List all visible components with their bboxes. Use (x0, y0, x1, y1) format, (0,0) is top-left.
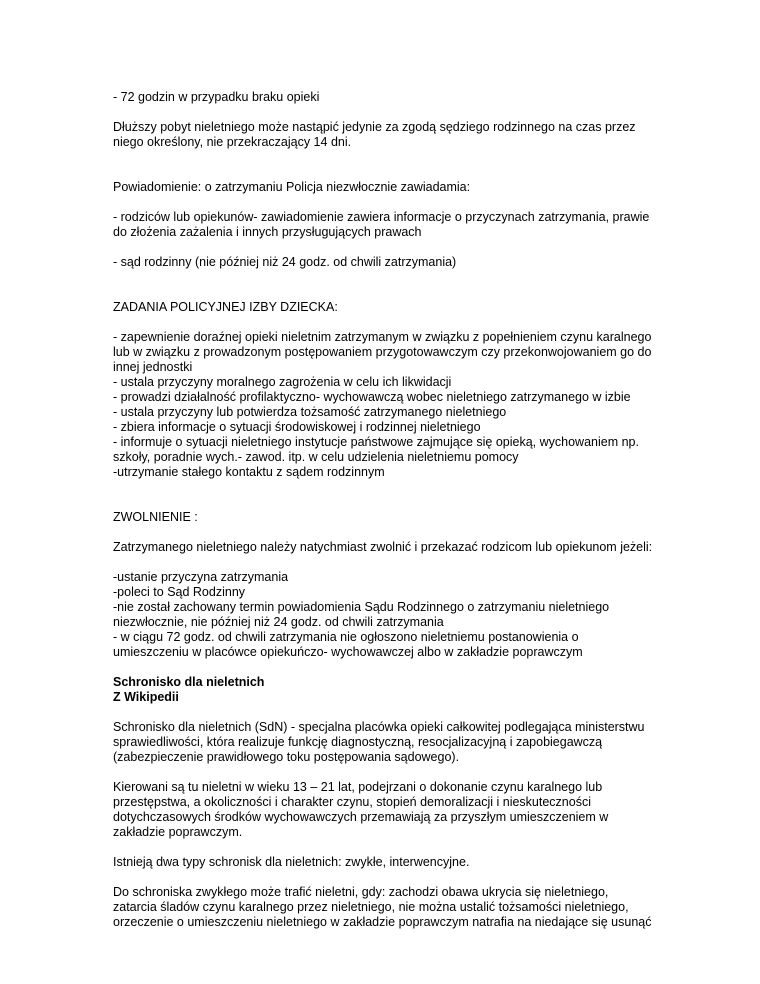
heading-line: Schronisko dla nieletnich (113, 675, 265, 689)
text-line: - rodziców lub opiekunów- zawiadomienie zawiera informacje o przyczynach zatrzymania, prawie (113, 210, 650, 224)
text-line: - informuje o sytuacji nieletniego instytucje państwowe zajmujące się opieką, wychowaniem np. (113, 435, 639, 449)
text-line: do złożenia zażalenia i innych przysługujących prawach (113, 225, 422, 239)
text-line: Schronisko dla nieletnich (SdN) - specjalna placówka opieki całkowitej podlegająca ministerstwu (113, 720, 645, 734)
blank-line (113, 525, 660, 540)
blank-line (113, 765, 660, 780)
text-line: Istnieją dwa typy schronisk dla nieletnich: zwykłe, interwencyjne. (113, 855, 470, 869)
blank-line (113, 660, 660, 675)
text-line: zakładzie poprawczym. (113, 825, 243, 839)
blank-line (113, 285, 660, 300)
blank-line (113, 555, 660, 570)
text-line: Powiadomienie: o zatrzymaniu Policja niezwłocznie zawiadamia: (113, 180, 471, 194)
text-line: -ustanie przyczyna zatrzymania (113, 570, 289, 584)
text-line: ZWOLNIENIE : (113, 510, 198, 524)
blank-line (113, 165, 660, 180)
text-line: - w ciągu 72 godz. od chwili zatrzymania nie ogłoszono nieletniemu postanowienia o (113, 630, 579, 644)
text-line: orzeczenie o umieszczeniu nieletniego w zakładzie poprawczym natrafia na niedające się usunąć (113, 915, 652, 929)
blank-line (113, 870, 660, 885)
blank-line (113, 240, 660, 255)
text-line: niego określony, nie przekraczający 14 dni. (113, 135, 352, 149)
text-line: -utrzymanie stałego kontaktu z sądem rodzinnym (113, 465, 385, 479)
text-line: Dłuższy pobyt nieletniego może nastąpić jedynie za zgodą sędziego rodzinnego na czas przez (113, 120, 636, 134)
text-line: ZADANIA POLICYJNEJ IZBY DZIECKA: (113, 300, 338, 314)
text-line: - 72 godzin w przypadku braku opieki (113, 90, 320, 104)
text-line: zatarcia śladów czynu karalnego przez nieletniego, nie można ustalić tożsamości nieletniego, (113, 900, 629, 914)
text-line: Zatrzymanego nieletniego należy natychmiast zwolnić i przekazać rodzicom lub opiekunom jeżeli: (113, 540, 653, 554)
blank-line (113, 195, 660, 210)
blank-line (113, 105, 660, 120)
text-line: - ustala przyczyny lub potwierdza tożsamość zatrzymanego nieletniego (113, 405, 507, 419)
text-line: przestępstwa, a okoliczności i charakter czynu, stopień demoralizacji i nieskuteczności (113, 795, 591, 809)
text-line: niezwłocznie, nie później niż 24 godz. od chwili zatrzymania (113, 615, 444, 629)
text-line: Do schroniska zwykłego może trafić nieletni, gdy: zachodzi obawa ukrycia się nieletniego, (113, 885, 609, 899)
text-line: - zbiera informacje o sytuacji środowiskowej i rodzinnej nieletniego (113, 420, 481, 434)
text-line: lub w związku z prowadzonym postępowaniem przygotowawczym czy przekonwojowaniem go do (113, 345, 652, 359)
text-line: szkoły, poradnie wych.- zawod. itp. w celu udzielenia nieletniemu pomocy (113, 450, 519, 464)
text-line: - sąd rodzinny (nie później niż 24 godz. od chwili zatrzymania) (113, 255, 457, 269)
blank-line (113, 315, 660, 330)
heading-line: Z Wikipedii (113, 690, 179, 704)
text-line: - zapewnienie doraźnej opieki nieletnim zatrzymanym w związku z popełnieniem czynu karalnego (113, 330, 652, 344)
blank-line (113, 705, 660, 720)
text-line: - prowadzi działalność profilaktyczno- wychowawczą wobec nieletniego zatrzymanego w izbie (113, 390, 631, 404)
blank-line (113, 495, 660, 510)
text-line: - ustala przyczyny moralnego zagrożenia w celu ich likwidacji (113, 375, 452, 389)
blank-line (113, 840, 660, 855)
text-line: (zabezpieczenie prawidłowego toku postępowania sądowego). (113, 750, 460, 764)
blank-line (113, 480, 660, 495)
text-line: Kierowani są tu nieletni w wieku 13 – 21 lat, podejrzani o dokonanie czynu karalnego lub (113, 780, 603, 794)
text-line: -nie został zachowany termin powiadomienia Sądu Rodzinnego o zatrzymaniu nieletniego (113, 600, 610, 614)
blank-line (113, 150, 660, 165)
blank-line (113, 270, 660, 285)
text-line: umieszczeniu w placówce opiekuńczo- wychowawczej albo w zakładzie poprawczym (113, 645, 583, 659)
text-line: -poleci to Sąd Rodzinny (113, 585, 246, 599)
text-line: dotychczasowych środków wychowawczych przemawiają za przyszłym umieszczeniem w (113, 810, 609, 824)
text-line: sprawiedliwości, która realizuje funkcję diagnostyczną, resocjalizacyjną i zapobiegawczą (113, 735, 603, 749)
text-line: innej jednostki (113, 360, 193, 374)
